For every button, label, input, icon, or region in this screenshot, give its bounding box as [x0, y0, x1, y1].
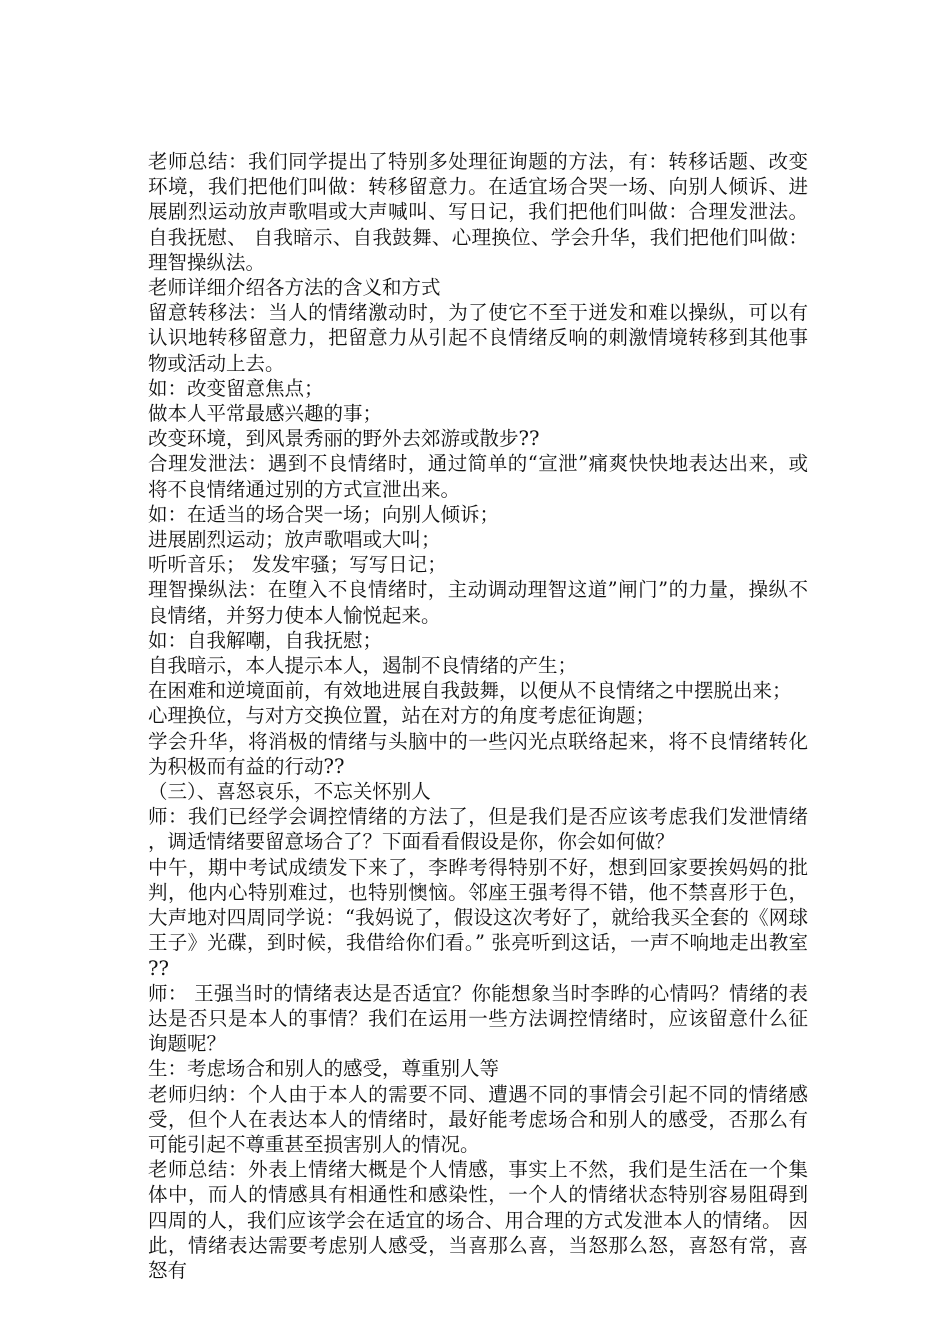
section-heading: （三）、喜怒哀乐，不忘关怀别人 — [148, 780, 431, 804]
teacher-question-paragraph: 师：我们已经学会调控情绪的方法了，但是我们是否应该考虑我们发泄情绪，调适情绪要留意场合了？下面看看假设是你，你会如何做？ — [148, 805, 808, 854]
teacher-summary-paragraph: 老师归纳：个人由于本人的需要不同、遭遇不同的事情会引起不同的情绪感受，但个人在表达本人的情绪时，最好能考虑场合和别人的感受，否那么有可能引起不尊重甚至损害别人的情况。 — [148, 1082, 808, 1156]
summary-paragraph: 老师总结：我们同学提出了特别多处理征询题的方法，有：转移话题、改变环境，我们把他们叫做：转移留意力。在适宜场合哭一场、向别人倾诉、进展剧烈运动放声歌唱或大声喊叫、写日记，我们把他们叫做：合理发泄法。自我抚慰、 自我暗示、自我鼓舞、心理换位、学会升华，我们把他们叫做：理智操纵法。 — [148, 150, 808, 274]
list-item: 听听音乐； 发发牢骚；写写日记； — [148, 553, 447, 577]
list-item: 进展剧烈运动；放声歌唱或大叫； — [148, 528, 441, 552]
list-item: 如：改变留意焦点； — [148, 376, 324, 400]
list-item: 心理换位，与对方交换位置，站在对方的角度考虑征询题； — [148, 704, 656, 728]
list-item: 如：自我解嘲，自我抚慰； — [148, 628, 383, 652]
teacher-conclusion-paragraph: 老师总结：外表上情绪大概是个人情感，事实上不然，我们是生活在一个集体中，而人的情感具有相通性和感染性，一个人的情绪状态特别容易阻碍到四周的人，我们应该学会在适宜的场合、用合理的方式发泄本人的情绪。 因此，情绪表达需要考虑别人感受，当喜那么喜，当怒那么怒，喜怒有常，喜怒有 — [148, 1158, 808, 1282]
venting-paragraph: 合理发泄法：遇到不良情绪时，通过简单的“宣泄”痛爽快快地表达出来，或将不良情绪通过别的方式宣泄出来。 — [148, 452, 808, 501]
rational-control-paragraph: 理智操纵法：在堕入不良情绪时，主动调动理智这道”闸门”的力量，操纵不良情绪，并努力使本人愉悦起来。 — [148, 578, 808, 627]
attention-shift-paragraph: 留意转移法：当人的情绪激动时，为了使它不至于迸发和难以操纵，可以有认识地转移留意力，把留意力从引起不良情绪反响的刺激情境转移到其他事物或活动上去。 — [148, 301, 808, 375]
document-body — [148, 149, 808, 1283]
list-item: 在困难和逆境面前，有效地进展自我鼓舞，以便从不良情绪之中摆脱出来； — [148, 679, 792, 703]
scenario-paragraph: 中午，期中考试成绩发下来了，李晔考得特别不好，想到回家要挨妈妈的批判，他内心特别难过，也特别懊恼。邻座王强考得不错，他不禁喜形于色，大声地对四周同学说：“我妈说了，假设这次考好了，就给我买全套的《网球王子》光碟，到时候，我借给你们看。” 张亮听到这话，一声不响地走出教室?? — [148, 855, 808, 980]
list-item: 自我暗示，本人提示本人，遏制不良情绪的产生； — [148, 654, 578, 678]
teacher-question-paragraph: 师： 王强当时的情绪表达是否适宜？你能想象当时李晔的心情吗？情绪的表达是否只是本人的事情？我们在运用一些方法调控情绪时，应该留意什么征询题呢？ — [148, 981, 808, 1056]
method-intro-line: 老师详细介绍各方法的含义和方式 — [148, 276, 441, 300]
list-item: 如：在适当的场合哭一场；向别人倾诉； — [148, 502, 500, 526]
list-item: 做本人平常最感兴趣的事； — [148, 402, 383, 426]
list-item: 学会升华，将消极的情绪与头脑中的一些闪光点联络起来，将不良情绪转化为积极而有益的行动?? — [148, 729, 808, 778]
student-answer-line: 生：考虑场合和别人的感受，尊重别人等 — [148, 1057, 500, 1081]
list-item: 改变环境，到风景秀丽的野外去郊游或散步?? — [148, 427, 540, 451]
